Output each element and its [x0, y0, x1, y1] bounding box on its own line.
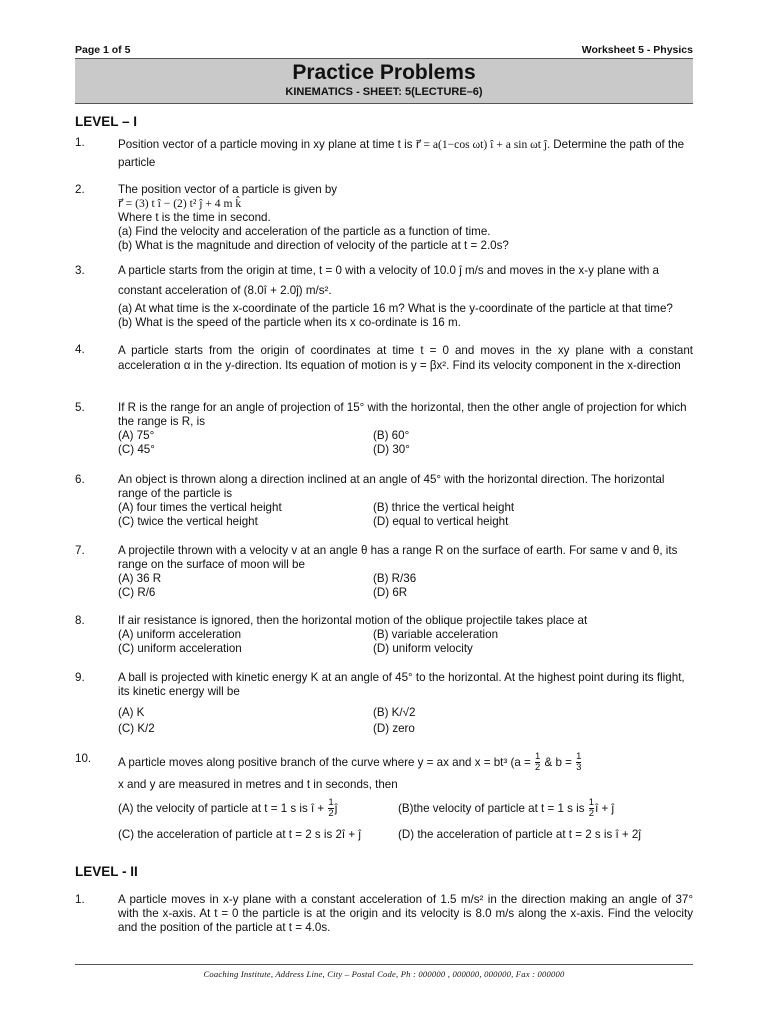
- page-number: Page 1 of 5: [75, 44, 131, 56]
- level-1-heading: LEVEL – I: [75, 114, 138, 129]
- page-subtitle: KINEMATICS - SHEET: 5(LECTURE–6): [285, 86, 483, 98]
- level-2-heading: LEVEL - II: [75, 864, 138, 879]
- page-footer: Coaching Institute, Address Line, City – Postal Code, Ph : 000000 , 000000, 000000, Fax : 000000: [75, 964, 693, 979]
- sheet-code: Worksheet 5 - Physics: [581, 44, 693, 56]
- page-title: Practice Problems: [292, 61, 476, 84]
- title-band: [75, 58, 693, 104]
- q1-math: r⃗ = a(1−cos ωt) î + a sin ωt ĵ.: [415, 138, 551, 151]
- page-header: [75, 44, 693, 58]
